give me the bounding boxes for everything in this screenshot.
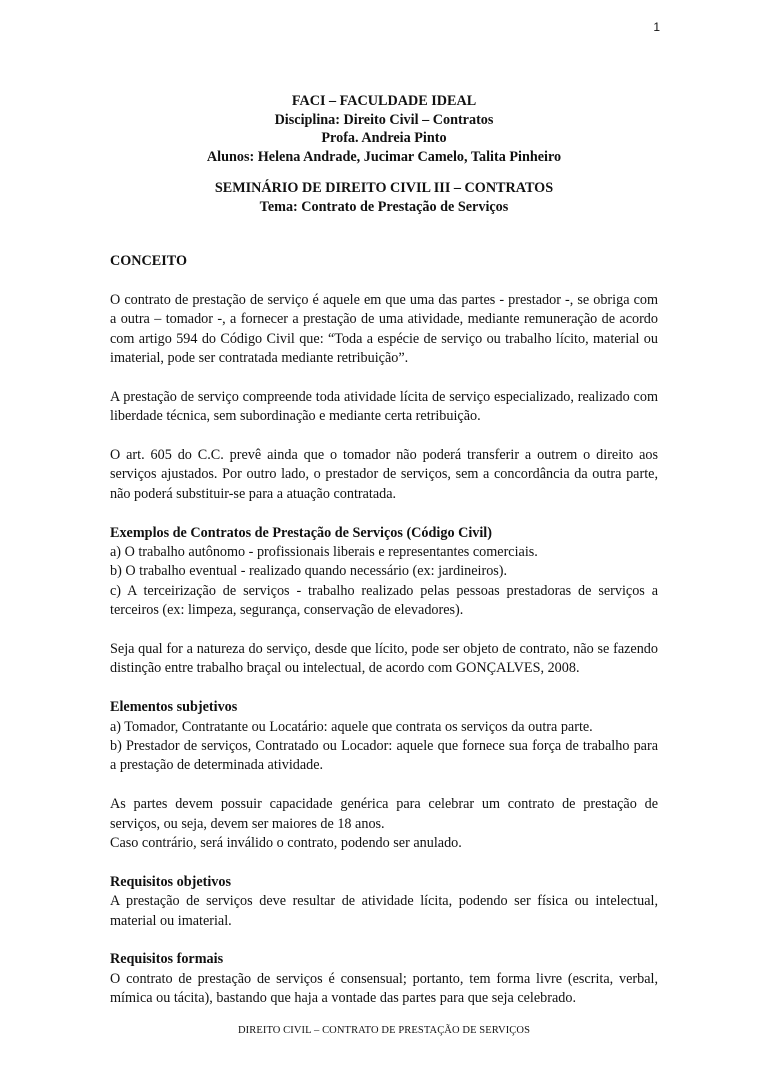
- discipline: Disciplina: Direito Civil – Contratos: [274, 111, 494, 128]
- section-title-elementos: Elementos subjetivos: [110, 699, 238, 716]
- section-title-objetivos: Requisitos objetivos: [110, 873, 231, 890]
- seminar-title: SEMINÁRIO DE DIREITO CIVIL III – CONTRATOS: [214, 180, 554, 196]
- list-item: a) O trabalho autônomo - profissionais liberais e representantes comerciais.: [110, 544, 538, 561]
- students: Alunos: Helena Andrade, Jucimar Camelo, Talita Pinheiro: [206, 148, 562, 165]
- list-item: c) A terceirização de serviços - trabalho realizado pelas pessoas prestadoras de serviços a terceiros (ex: limpeza, segurança, conservação de elevadores).: [110, 582, 658, 619]
- list-item: b) Prestador de serviços, Contratado ou Locador: aquele que fornece sua força de trabalho para a prestação de determinada atividade.: [110, 738, 658, 774]
- list-item: a) Tomador, Contratante ou Locatário: aquele que contrata os serviços da outra parte.: [110, 718, 593, 735]
- paragraph: O art. 605 do C.C. prevê ainda que o tomador não poderá transferir a outrem o direito aos serviços ajustados. Por outro lado, o prestador de serviços, sem a concordância da outra parte, não poderá substituir-se para a atuação contratada.: [110, 447, 658, 502]
- document-body: [110, 252, 658, 1009]
- document-header: [110, 92, 658, 216]
- list-item: b) O trabalho eventual - realizado quando necessário (ex: jardineiros).: [110, 563, 508, 580]
- theme: Tema: Contrato de Prestação de Serviços: [259, 198, 509, 215]
- paragraph: Seja qual for a natureza do serviço, desde que lícito, pode ser objeto de contrato, não se fazendo distinção entre trabalho braçal ou intelectual, de acordo com GONÇALVES, 2008.: [110, 641, 658, 677]
- section-title-conceito: CONCEITO: [110, 253, 187, 269]
- paragraph: A prestação de serviço compreende toda atividade lícita de serviço especializado, realizado com liberdade técnica, sem subordinação e mediante certa retribuição.: [110, 388, 658, 425]
- paragraph: O contrato de prestação de serviço é aquele em que uma das partes - prestador -, se obriga com a outra – tomador -, a fornecer a prestação de uma atividade, mediante remuneração de acordo com artigo 594 do Código Civil que: “Toda a espécie de serviço ou trabalho lícito, material ou imaterial, pode ser contratada mediante retribuição”.: [110, 291, 658, 367]
- section-title-exemplos: Exemplos de Contratos de Prestação de Serviços (Código Civil): [110, 524, 492, 541]
- paragraph: As partes devem possuir capacidade genérica para celebrar um contrato de prestação de serviços, ou seja, devem ser maiores de 18 anos.: [110, 796, 658, 832]
- institution-name: FACI – FACULDADE IDEAL: [291, 93, 477, 109]
- paragraph: O contrato de prestação de serviços é consensual; portanto, tem forma livre (escrita, verbal, mímica ou tácita), bastando que haja a vontade das partes para que seja celebrado.: [110, 970, 658, 1007]
- page-footer: DIREITO CIVIL – CONTRATO DE PRESTAÇÃO DE SERVIÇOS: [237, 1025, 531, 1036]
- professor: Profa. Andreia Pinto: [321, 130, 447, 146]
- paragraph: Caso contrário, será inválido o contrato, podendo ser anulado.: [110, 835, 462, 852]
- paragraph: A prestação de serviços deve resultar de atividade lícita, podendo ser física ou intelectual, material ou imaterial.: [110, 893, 658, 929]
- page-number: 1: [653, 20, 660, 34]
- section-title-formais: Requisitos formais: [110, 951, 224, 968]
